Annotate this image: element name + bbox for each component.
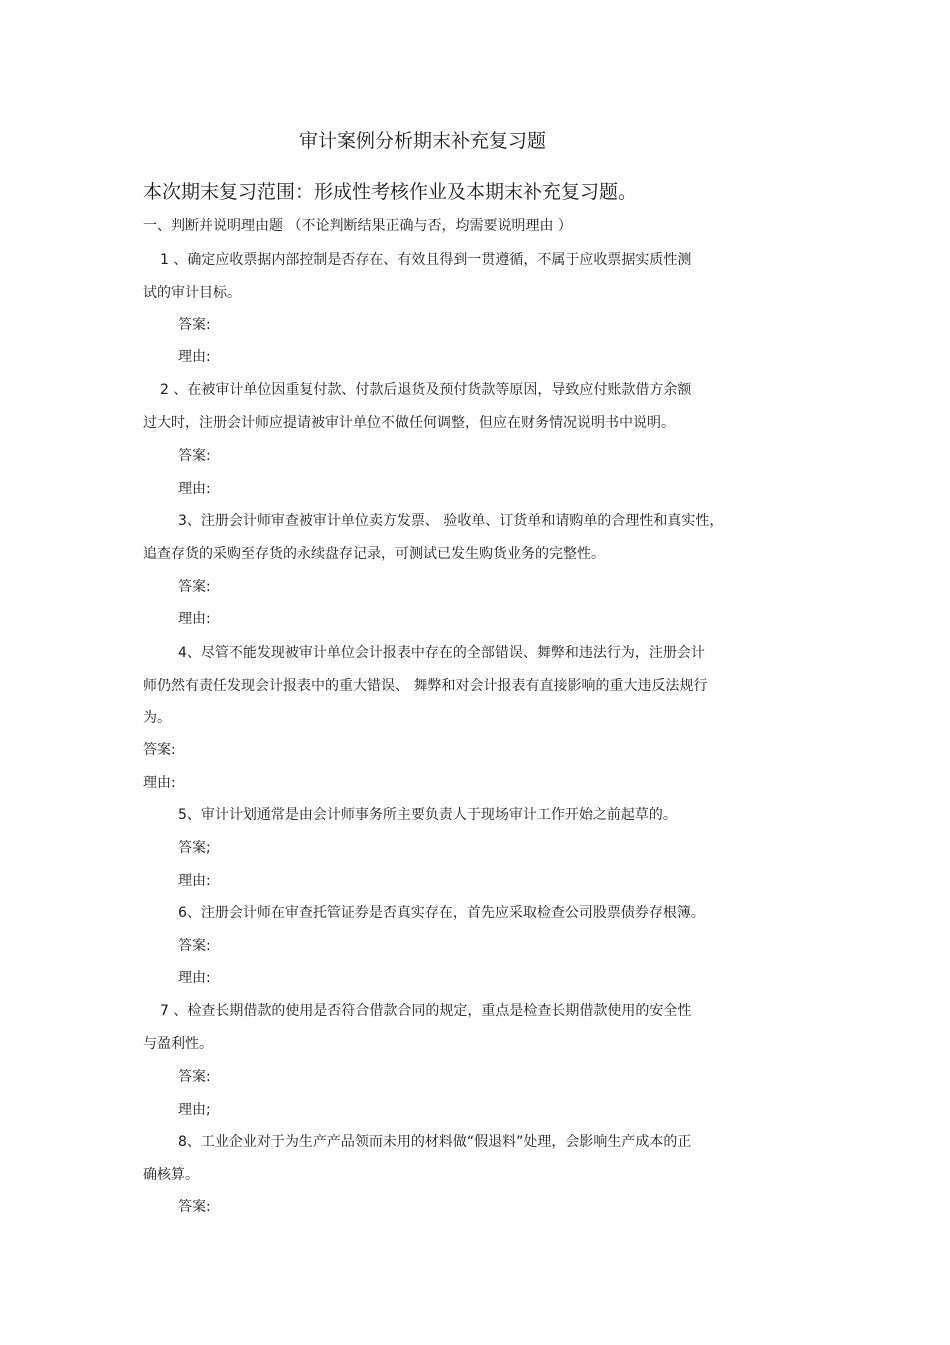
question-1-line-2: 试的审计目标。 <box>143 285 241 301</box>
question-1-line-1: 1 、确定应收票据内部控制是否存在、有效且得到一贯遵循，不属于应收票据实质性测 <box>160 252 692 268</box>
question-4-line-1: 4、尽管不能发现被审计单位会计报表中存在的全部错误、舞弊和违法行为，注册会计 <box>178 645 705 661</box>
question-6-reason: 理由: <box>178 970 211 986</box>
question-4-line-2: 师仍然有责任发现会计报表中的重大错误、 舞弊和对会计报表有直接影响的重大违反法规行 <box>143 678 708 694</box>
question-3-answer: 答案: <box>178 579 211 595</box>
page-title: 审计案例分析期末补充复习题 <box>299 130 547 152</box>
question-3-line-2: 追查存货的采购至存货的永续盘存记录，可测试已发生购货业务的完整性。 <box>143 546 605 562</box>
question-8-line-1: 8、工业企业对于为生产产品领而未用的材料做“假退料”处理，会影响生产成本的正 <box>178 1134 692 1150</box>
question-5-line-1: 5、审计计划通常是由会计师事务所主要负责人于现场审计工作开始之前起草的。 <box>178 807 677 823</box>
question-1-answer: 答案: <box>178 317 211 333</box>
question-1-reason: 理由: <box>178 349 211 365</box>
question-6-answer: 答案: <box>178 938 211 954</box>
question-2-answer: 答案: <box>178 448 211 464</box>
question-3-reason: 理由: <box>178 611 211 627</box>
review-scope: 本次期末复习范围：形成性考核作业及本期末补充复习题。 <box>143 181 638 203</box>
question-5-answer: 答案; <box>178 840 211 856</box>
question-3-line-1: 3、注册会计师审查被审计单位卖方发票、 验收单、订货单和请购单的合理性和真实性， <box>178 513 724 529</box>
question-2-line-2: 过大时，注册会计师应提请被审计单位不做任何调整，但应在财务情况说明书中说明。 <box>143 415 675 431</box>
question-2-line-1: 2 、在被审计单位因重复付款、付款后退货及预付货款等原因，导致应付账款借方余额 <box>160 382 692 398</box>
question-7-line-1: 7 、检查长期借款的使用是否符合借款合同的规定，重点是检查长期借款使用的安全性 <box>160 1003 692 1019</box>
question-7-line-2: 与盈利性。 <box>143 1036 213 1052</box>
question-2-reason: 理由: <box>178 481 211 497</box>
question-7-answer: 答案: <box>178 1069 211 1085</box>
section-heading: 一、判断并说明理由题 （不论判断结果正确与否，均需要说明理由 ） <box>143 218 572 234</box>
question-7-reason: 理由; <box>178 1102 211 1118</box>
question-5-reason: 理由: <box>178 873 211 889</box>
question-8-line-2: 确核算。 <box>143 1167 199 1183</box>
question-4-answer: 答案: <box>143 742 176 758</box>
question-4-line-3: 为。 <box>143 710 171 726</box>
question-6-line-1: 6、注册会计师在审查托管证券是否真实存在，首先应采取检查公司股票债券存根簿。 <box>178 905 705 921</box>
question-8-answer: 答案: <box>178 1199 211 1215</box>
question-4-reason: 理由: <box>143 775 176 791</box>
